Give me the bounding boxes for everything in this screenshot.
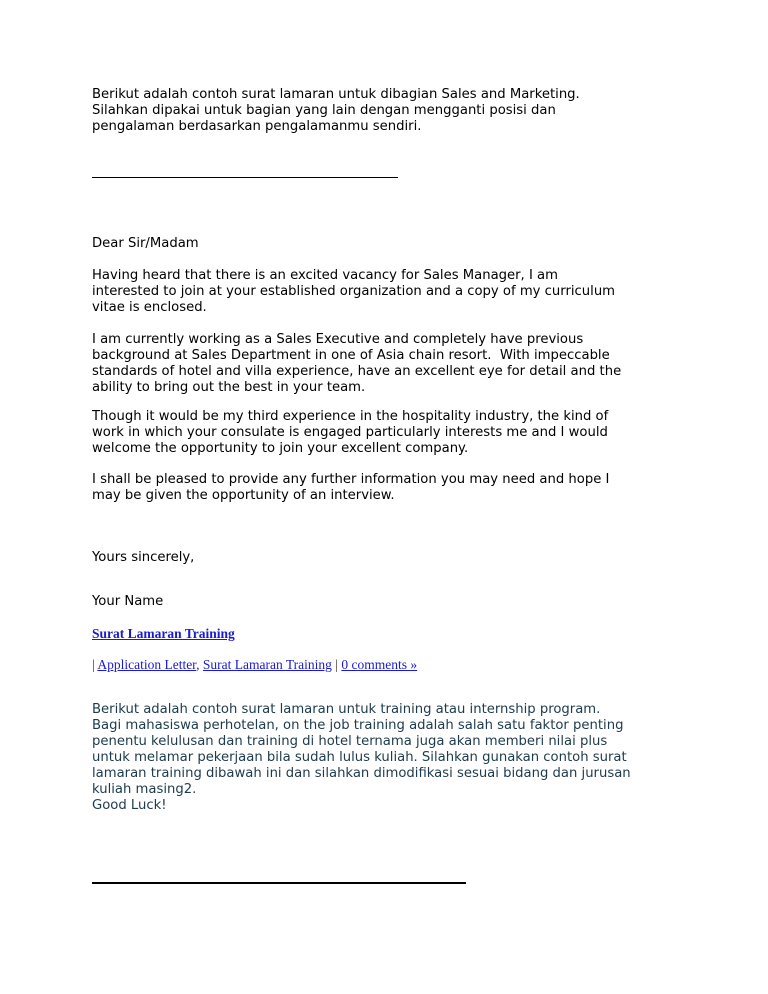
paragraph-line: background at Sales Department in one of Asia chain resort. With impeccable [92, 348, 610, 363]
letter-paragraph-1 [92, 268, 682, 316]
post-body-line: Bagi mahasiswa perhotelan, on the job training adalah salah satu faktor penting [92, 718, 624, 733]
paragraph-line: interested to join at your established organization and a copy of my curriculum [92, 284, 616, 299]
comments-link[interactable]: 0 comments » [341, 657, 418, 672]
meta-separator: | [92, 657, 98, 672]
letter-closing: Yours sincerely, [92, 550, 195, 565]
category-link-application-letter[interactable]: Application Letter [97, 657, 197, 672]
intro-paragraph [92, 87, 682, 135]
intro-line: Berikut adalah contoh surat lamaran untuk dibagian Sales and Marketing. [92, 87, 580, 102]
paragraph-line: Though it would be my third experience in the hospitality industry, the kind of [92, 409, 609, 424]
post-body-line: penentu kelulusan dan training di hotel ternama juga akan memberi nilai plus [92, 734, 608, 749]
paragraph-line: may be given the opportunity of an interview. [92, 488, 395, 503]
paragraph-line: welcome the opportunity to join your excellent company. [92, 441, 469, 456]
paragraph-line: I am currently working as a Sales Executive and completely have previous [92, 332, 584, 347]
post-body-line: lamaran training dibawah ini dan silahkan dimodifikasi sesuai bidang dan jurusan [92, 766, 631, 781]
post-body-line: untuk melamar pekerjaan bila sudah lulus kuliah. Silahkan gunakan contoh surat [92, 750, 627, 765]
paragraph-line: I shall be pleased to provide any further information you may need and hope I [92, 472, 610, 487]
paragraph-line: standards of hotel and villa experience, have an excellent eye for detail and the [92, 364, 622, 379]
divider-rule [92, 882, 466, 884]
paragraph-line: Having heard that there is an excited vacancy for Sales Manager, I am [92, 268, 558, 283]
intro-line: pengalaman berdasarkan pengalamanmu sendiri. [92, 119, 422, 134]
divider-rule [92, 177, 398, 178]
paragraph-line: vitae is enclosed. [92, 300, 207, 315]
meta-comma: , [196, 657, 203, 672]
letter-salutation: Dear Sir/Madam [92, 236, 199, 251]
post-title-link[interactable]: Surat Lamaran Training [92, 626, 235, 641]
post-body [92, 702, 682, 814]
post-meta [92, 657, 682, 673]
letter-paragraph-3 [92, 409, 682, 457]
category-link-surat-lamaran-training[interactable]: Surat Lamaran Training [202, 657, 332, 672]
post-title-row [92, 625, 682, 643]
paragraph-line: work in which your consulate is engaged particularly interests me and I would [92, 425, 608, 440]
intro-line: Silahkan dipakai untuk bagian yang lain dengan mengganti posisi dan [92, 103, 556, 118]
post-body-line: Good Luck! [92, 798, 167, 813]
letter-paragraph-4 [92, 472, 682, 504]
letter-signature: Your Name [92, 594, 164, 609]
meta-separator: | [331, 657, 342, 672]
letter-paragraph-2 [92, 332, 682, 396]
post-body-line: kuliah masing2. [92, 782, 197, 797]
paragraph-line: ability to bring out the best in your team. [92, 380, 366, 395]
post-body-line: Berikut adalah contoh surat lamaran untuk training atau internship program. [92, 702, 601, 717]
